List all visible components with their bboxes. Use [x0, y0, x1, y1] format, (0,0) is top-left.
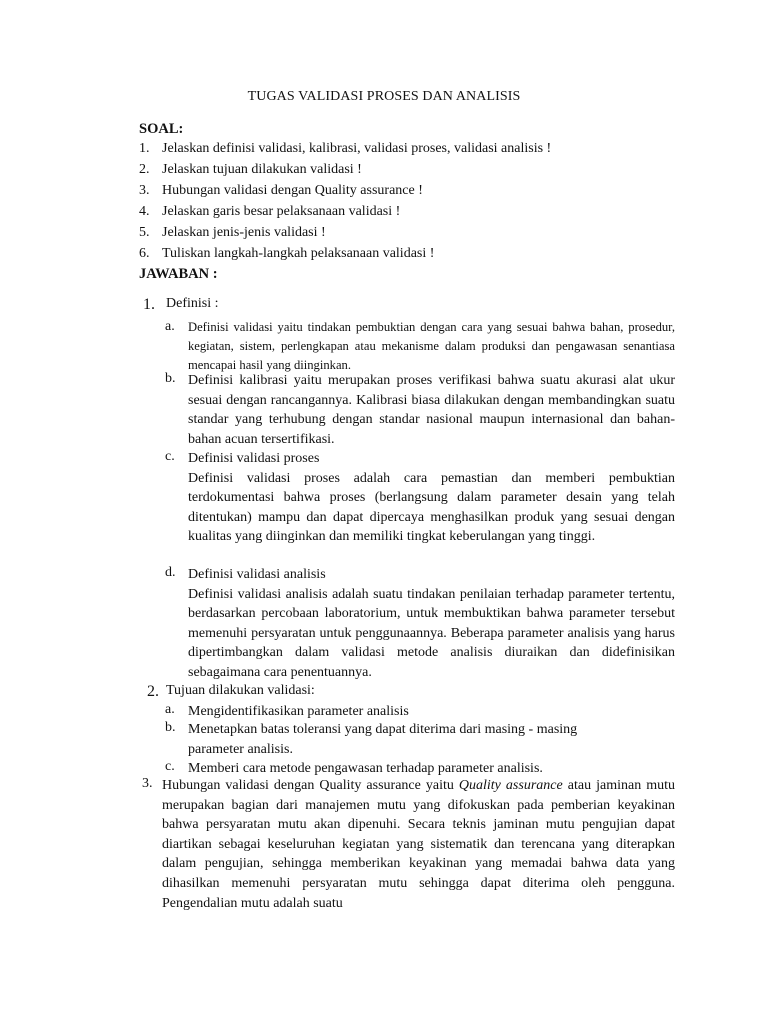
soal-item — [139, 138, 659, 159]
soal-text: Jelaskan jenis-jenis validasi ! — [162, 225, 326, 240]
sub-text: Definisi validasi analisis adalah suatu tindakan penilaian terhadap parameter tertentu, berdasarkan percobaan laboratorium, untuk membuktikan bahwa parameter tersebut memenuhi persyaratan untuk penggunaannya. Beberapa parameter analisis yang harus dipertimbangkan dalam validasi metode analisis diuraikan dan didefinisikan sebagaimana cara penentuannya. — [188, 586, 675, 680]
sub-text: Menetapkan batas toleransi yang dapat diterima dari masing - masing parameter analisis. — [188, 722, 578, 757]
soal-number: 2. — [139, 162, 150, 177]
answer-3-italic-term: Quality assurance — [458, 778, 563, 793]
answer-head-text: Tujuan dilakukan validasi: — [166, 683, 315, 698]
sub-head: Definisi validasi proses — [188, 451, 320, 466]
sub-letter: a. — [165, 319, 175, 334]
jawaban-label: JAWABAN : — [139, 266, 218, 282]
soal-item — [139, 159, 659, 180]
soal-label: SOAL: — [139, 121, 184, 137]
sub-text: Mengidentifikasikan parameter analisis — [188, 704, 409, 719]
soal-item — [139, 222, 659, 243]
sub-letter: d. — [165, 565, 176, 580]
soal-item — [139, 180, 659, 201]
answer-3-text-after: atau jaminan mutu merupakan bagian dari manajemen mutu yang difokuskan pada pemberian keyakinan bahwa persyaratan mutu akan dipenuhi. Secara teknis jaminan mutu pengujian dapat diartikan sebagai keseluruhan kegiatan yang sistematik dan terencana yang diterapkan dalam pengujian, sehingga memberikan keyakinan yang memadai bahwa data yang dihasilkan memenuhi persyaratan mutu sehingga dapat diterima oleh pengguna. Pengendalian mutu adalah suatu — [162, 778, 676, 911]
sub-text: Definisi validasi yaitu tindakan pembuktian dengan cara yang sesuai bahwa bahan, prosedur, kegiatan, sistem, perlengkapan atau mekanisme dalam produksi dan pengawasan senantiasa mencapai hasil yang diinginkan. — [188, 320, 675, 372]
soal-number: 6. — [139, 246, 150, 261]
sub-text: Definisi kalibrasi yaitu merupakan proses verifikasi bahwa suatu akurasi alat ukur sesuai dengan rancangannya. Kalibrasi biasa dilakukan dengan membandingkan suatu standar yang terhubung dengan standar nasional maupun internasional dan bahan-bahan acuan tersertifikasi. — [188, 373, 675, 447]
answer-3-text — [162, 776, 675, 913]
answer-number: 1. — [143, 296, 155, 313]
answer-number: 2. — [147, 683, 159, 700]
soal-number: 3. — [139, 183, 150, 198]
sub-text: Memberi cara metode pengawasan terhadap parameter analisis. — [188, 761, 543, 776]
sub-letter: a. — [165, 702, 175, 717]
soal-item — [139, 201, 659, 222]
sub-text: Definisi validasi proses adalah cara pemastian dan memberi pembuktian terdokumentasi bahwa proses (berlangsung dalam parameter desain yang telah ditentukan) mampu dan dapat dipercaya menghasilkan produk yang sesuai dengan kualitas yang diinginkan dan memiliki tingkat keberulangan yang tinggi. — [188, 470, 675, 545]
soal-number: 5. — [139, 225, 150, 240]
answer-head-text: Definisi : — [166, 296, 219, 311]
soal-text: Hubungan validasi dengan Quality assurance ! — [162, 183, 423, 198]
answer-number: 3. — [142, 776, 153, 791]
soal-text: Tuliskan langkah-langkah pelaksanaan validasi ! — [162, 246, 435, 261]
document-title: TUGAS VALIDASI PROSES DAN ANALISIS — [247, 89, 521, 104]
soal-text: Jelaskan definisi validasi, kalibrasi, validasi proses, validasi analisis ! — [162, 141, 552, 156]
answer-3-text-before: Hubungan validasi dengan Quality assurance yaitu — [162, 778, 459, 793]
sub-letter: b. — [165, 371, 176, 386]
soal-text: Jelaskan tujuan dilakukan validasi ! — [162, 162, 362, 177]
sub-letter: c. — [165, 759, 175, 774]
soal-text: Jelaskan garis besar pelaksanaan validasi ! — [162, 204, 401, 219]
soal-number: 4. — [139, 204, 150, 219]
soal-item — [139, 243, 659, 264]
sub-letter: c. — [165, 449, 175, 464]
sub-head: Definisi validasi analisis — [188, 567, 326, 582]
soal-number: 1. — [139, 141, 150, 156]
soal-list — [139, 138, 659, 264]
sub-letter: b. — [165, 720, 176, 735]
